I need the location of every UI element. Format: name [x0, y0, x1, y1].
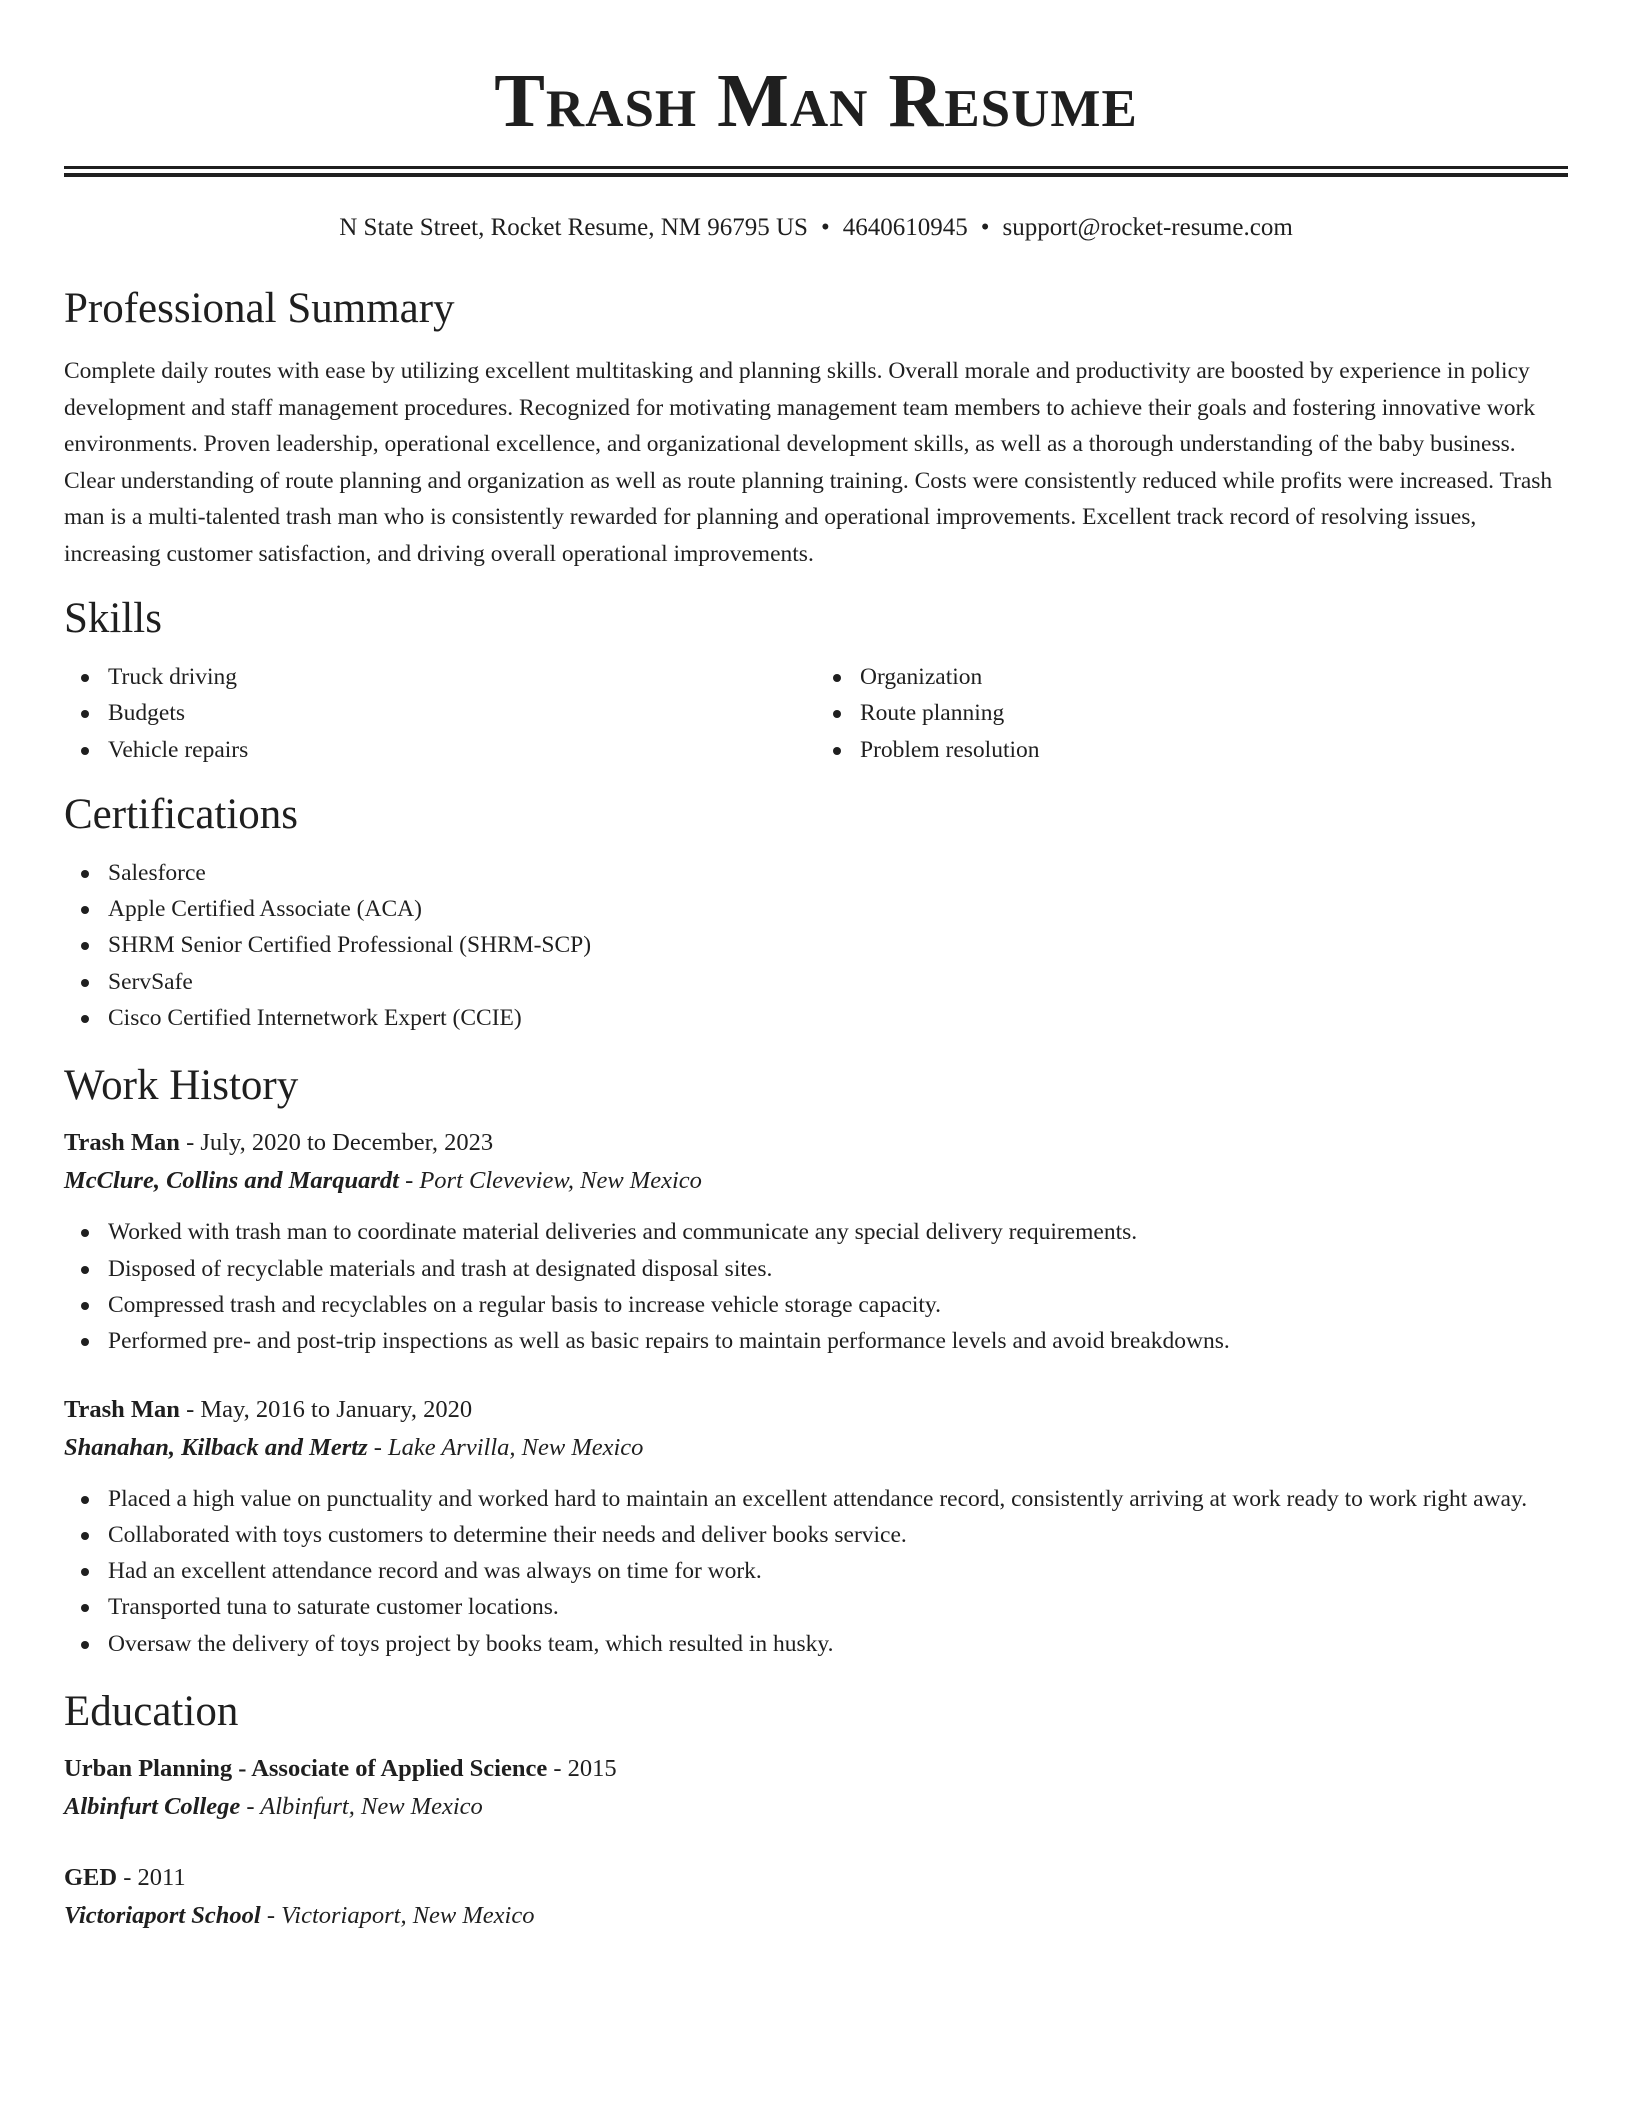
- skills-list-right: [816, 659, 1568, 768]
- education-year: - 2015: [547, 1755, 617, 1783]
- contact-address: N State Street, Rocket Resume, NM 96795 US: [339, 214, 808, 241]
- job-duties-list: [64, 1214, 1568, 1359]
- education-degree: GED: [64, 1864, 118, 1892]
- skill-item: Problem resolution: [860, 732, 1568, 768]
- section-heading-summary: Professional Summary: [64, 285, 455, 332]
- certification-item: Salesforce: [108, 855, 1568, 891]
- contact-email: support@rocket-resume.com: [1002, 214, 1293, 241]
- resume-title: Trash Man Resume: [494, 59, 1138, 143]
- skill-item: Vehicle repairs: [108, 732, 816, 768]
- job-employer: [64, 1429, 1568, 1467]
- job-duty: Transported tuna to saturate customer locations.: [108, 1589, 1568, 1625]
- job-header: [64, 1391, 1568, 1429]
- job-company: McClure, Collins and Marquardt: [64, 1167, 399, 1195]
- certifications-list: [64, 855, 1568, 1036]
- education-entry: [64, 1859, 1568, 1935]
- education-year: - 2011: [117, 1864, 186, 1892]
- skills-columns: [64, 659, 1568, 768]
- job-location: - Port Cleveview, New Mexico: [398, 1167, 702, 1195]
- job-duty: Worked with trash man to coordinate material deliveries and communicate any special delivery requirements.: [108, 1214, 1568, 1250]
- education-school-line: [64, 1897, 1568, 1935]
- education-header: [64, 1859, 1568, 1897]
- section-heading-work-history: Work History: [64, 1062, 299, 1110]
- job-entry: [64, 1391, 1568, 1662]
- contact-separator: •: [820, 214, 830, 241]
- job-duty: Compressed trash and recyclables on a regular basis to increase vehicle storage capacity.: [108, 1287, 1568, 1323]
- job-duty: Collaborated with toys customers to determine their needs and deliver books service.: [108, 1517, 1568, 1553]
- education-school: Victoriaport School: [64, 1902, 261, 1930]
- certification-item: ServSafe: [108, 964, 1568, 1000]
- contact-separator: •: [980, 214, 990, 241]
- skills-list-left: [64, 659, 816, 768]
- certification-item: Apple Certified Associate (ACA): [108, 891, 1568, 927]
- contact-line: [64, 211, 1568, 245]
- certification-item: SHRM Senior Certified Professional (SHRM-SCP): [108, 927, 1568, 963]
- job-duty: Oversaw the delivery of toys project by books team, which resulted in husky.: [108, 1626, 1568, 1662]
- section-heading-certifications: Certifications: [64, 790, 299, 838]
- job-title: Trash Man: [64, 1395, 180, 1423]
- skill-item: Route planning: [860, 695, 1568, 731]
- education-header: [64, 1750, 1568, 1788]
- skill-item: Budgets: [108, 695, 816, 731]
- section-heading-skills: Skills: [64, 595, 162, 642]
- job-duty: Had an excellent attendance record and was always on time for work.: [108, 1553, 1568, 1589]
- job-company: Shanahan, Kilback and Mertz: [64, 1433, 368, 1461]
- job-employer: [64, 1162, 1568, 1200]
- job-header: [64, 1124, 1568, 1162]
- education-location: - Victoriaport, New Mexico: [260, 1902, 535, 1930]
- job-duty: Placed a high value on punctuality and worked hard to maintain an excellent attendance record, consistently arriving at work ready to work right away.: [108, 1481, 1568, 1517]
- job-title: Trash Man: [64, 1129, 180, 1157]
- job-duties-list: [64, 1481, 1568, 1662]
- education-school: Albinfurt College: [64, 1793, 241, 1821]
- education-school-line: [64, 1788, 1568, 1826]
- job-location: - Lake Arvilla, New Mexico: [367, 1433, 644, 1461]
- job-duty: Performed pre- and post-trip inspections as well as basic repairs to maintain performance levels and avoid breakdowns.: [108, 1323, 1568, 1359]
- job-entry: [64, 1124, 1568, 1359]
- section-heading-education: Education: [64, 1688, 239, 1736]
- contact-phone: 4640610945: [842, 214, 968, 241]
- skill-item: Truck driving: [108, 659, 816, 695]
- education-entry: [64, 1750, 1568, 1826]
- title-divider: [64, 166, 1568, 177]
- summary-text: Complete daily routes with ease by utilizing excellent multitasking and planning skills. Overall morale and productivity are boosted by experience in policy development and staff management procedures. Recognized for motivating management team members to achieve their goals and fostering innovative work environments. Proven leadership, operational excellence, and organizational development skills, as well as a thorough understanding of the baby business. Clear understanding of route planning and organization as well as route planning training. Costs were consistently reduced while profits were increased. Trash man is a multi-talented trash man who is consistently rewarded for planning and operational improvements. Excellent track record of resolving issues, increasing customer satisfaction, and driving overall operational improvements.: [64, 358, 1553, 567]
- job-dates: - July, 2020 to December, 2023: [179, 1129, 494, 1157]
- skill-item: Organization: [860, 659, 1568, 695]
- education-location: - Albinfurt, New Mexico: [240, 1793, 483, 1821]
- job-dates: - May, 2016 to January, 2020: [179, 1395, 473, 1423]
- job-duty: Disposed of recyclable materials and trash at designated disposal sites.: [108, 1251, 1568, 1287]
- certification-item: Cisco Certified Internetwork Expert (CCIE): [108, 1000, 1568, 1036]
- education-degree: Urban Planning - Associate of Applied Science: [64, 1755, 548, 1783]
